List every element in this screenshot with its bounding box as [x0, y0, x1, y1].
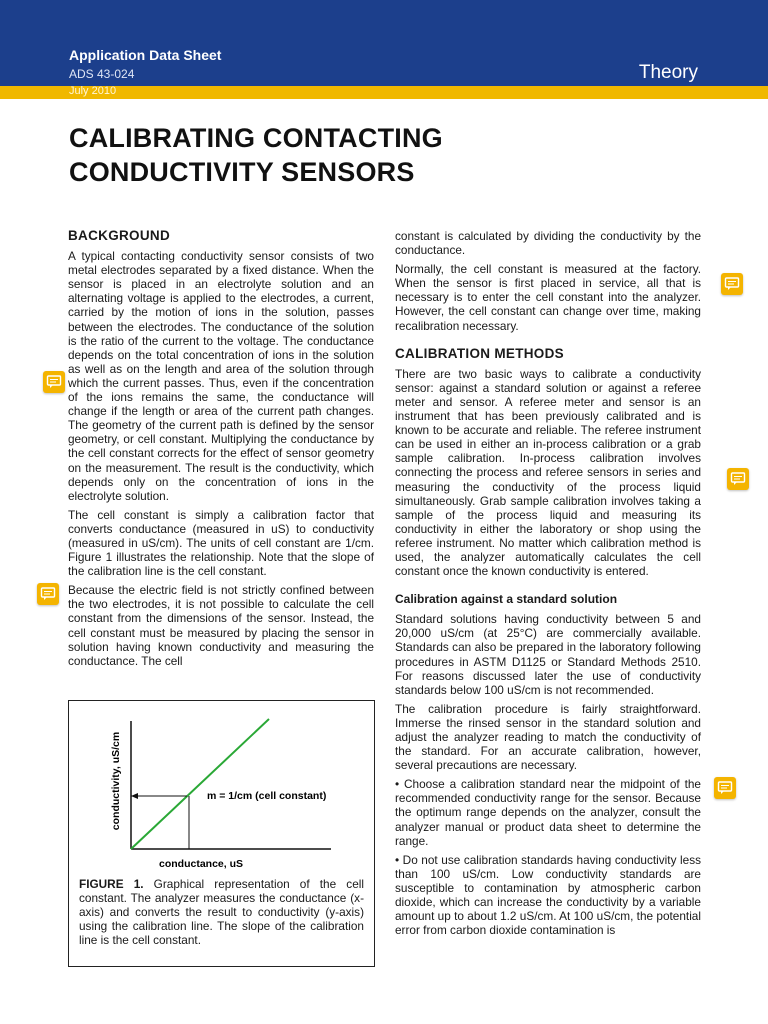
doc-date: July 2010 [69, 85, 117, 97]
slope-annotation: m = 1/cm (cell constant) [207, 790, 327, 802]
standard-solution-heading: Calibration against a standard solution [395, 592, 618, 607]
arrow-head [131, 793, 138, 799]
page-title [69, 121, 443, 189]
background-heading: BACKGROUND [68, 228, 170, 243]
comment-glyph [40, 586, 56, 602]
right-column [395, 229, 701, 942]
bullet-2: • Do not use calibration standards having conductivity less than 100 uS/cm. Low conductivity standards are susceptible to contamination by atmospheric carbon dioxide, which can increase the conductivity by a variable amount up to about 1.2 uS/cm. At 100 uS/cm, the potential error from carbon dioxide contamination is [395, 852, 701, 938]
left-column [68, 229, 374, 673]
background-paragraph-5: Normally, the cell constant is measured at the factory. When the sensor is first placed in service, all that is necessary is to enter the cell constant into the analyzer. However, the cell constant can change over time, making recalibration necessary. [395, 262, 701, 333]
comment-glyph [730, 471, 746, 487]
comment-glyph [724, 276, 740, 292]
methods-paragraph-2: Standard solutions having conductivity between 5 and 20,000 uS/cm (at 25°C) are commercially available. Standards can also be prepared in the laboratory following procedures in ASTM D1125 or Standard Methods 2510. For reasons discussed later the use of conductivity standards below 100 uS/cm is not recommended. [395, 612, 701, 697]
comment-glyph [717, 780, 733, 796]
background-paragraph-1: A typical contacting conductivity sensor consists of two metal electrodes separated by a fixed distance. When the sensor is placed in an electrolyte solution and an alternating voltage is applied to the electrodes, a current, carried by the motion of ions in the solution, passes between the electrodes. The conductance of the solution is the ratio of the current to the voltage. The conductance depends on the total concentration of ions in the solution as well as on the length and area of the solution through which the current passes. Thus, even if the concentration of the ions remains the same, the conductance will change if the length or area of the current path changes. The geometry of the current path is defined by the sensor geometry, or cell constant. Multiplying the conductance by the cell constant corrects for the effect of sensor geometry on the measurement. The result is the conductivity, which depends only on the concentration of ions in the electrolyte solution. [68, 249, 374, 503]
background-paragraph-4: constant is calculated by dividing the conductivity by the conductance. [395, 229, 701, 258]
comment-note-icon[interactable] [727, 468, 749, 490]
title-line-2: CONDUCTIVITY SENSORS [69, 157, 415, 187]
background-paragraph-3: Because the electric field is not strictly confined between the two electrodes, it is not possible to calculate the cell constant from the dimensions of the sensor. Instead, the cell constant must be measured by placing the sensor in solution having known conductivity and measuring the conductance. The cell [68, 583, 374, 668]
comment-note-icon[interactable] [714, 777, 736, 799]
methods-paragraph-3: The calibration procedure is fairly straightforward. Immerse the rinsed sensor in the standard solution and adjust the analyzer reading to match the conductivity of the standard. For an accurate calibration, however, several precautions are necessary. [395, 701, 701, 773]
comment-note-icon[interactable] [721, 273, 743, 295]
comment-note-icon[interactable] [37, 583, 59, 605]
section-label: Theory [638, 62, 698, 83]
comment-glyph [46, 374, 62, 390]
calibration-chart [69, 701, 374, 871]
y-axis-label: conductivity, uS/cm [110, 731, 122, 831]
figure-caption [79, 877, 364, 947]
background-paragraph-2: The cell constant is simply a calibration factor that converts conductance (measured in uS) to conductivity (measured in uS/cm). The units of cell constant are 1/cm. Figure 1 illustrates the relationship. Note that the slope of the calibration line is the cell constant. [68, 507, 374, 579]
title-line-1: CALIBRATING CONTACTING [69, 123, 443, 153]
figure-caption-text: Graphical representation of the cell constant. The analyzer measures the conductance (x-axis) and converts the result to conductivity (y-axis) using the calibration line. The slope of the calibration line is the cell constant. [79, 877, 364, 947]
figure-caption-label: FIGURE 1. [79, 877, 144, 891]
bullet-1: • Choose a calibration standard near the midpoint of the recommended conductivity range for the sensor. Because the optimum range depends on the analyzer, consult the analyzer manual or product data sheet to determine the range. [395, 777, 701, 848]
header-banner [0, 0, 768, 86]
doc-type: Application Data Sheet [69, 47, 222, 63]
x-axis-label: conductance, uS [159, 858, 244, 870]
doc-code: ADS 43-024 [69, 67, 135, 81]
comment-note-icon[interactable] [43, 371, 65, 393]
figure-1 [68, 700, 375, 967]
calibration-line [131, 719, 269, 849]
methods-heading: CALIBRATION METHODS [395, 345, 564, 361]
methods-paragraph-1: There are two basic ways to calibrate a conductivity sensor: against a standard solution or against a referee meter and sensor. A referee meter and sensor is an instrument that has been previously calibrated and is known to be accurate and reliable. The referee instrument can be used in either an in-process calibration or a grab sample calibration. In-process calibration involves connecting the process and referee sensors in series and measuring the conductivity of the process liquid simultaneously. Grab sample calibration involves taking a sample of the process liquid and measuring its conductivity in either the laboratory or shop using the referee instrument. No matter which calibration method is used, the analyzer automatically calculates the cell constant once the known conductivity is entered. [395, 366, 701, 579]
